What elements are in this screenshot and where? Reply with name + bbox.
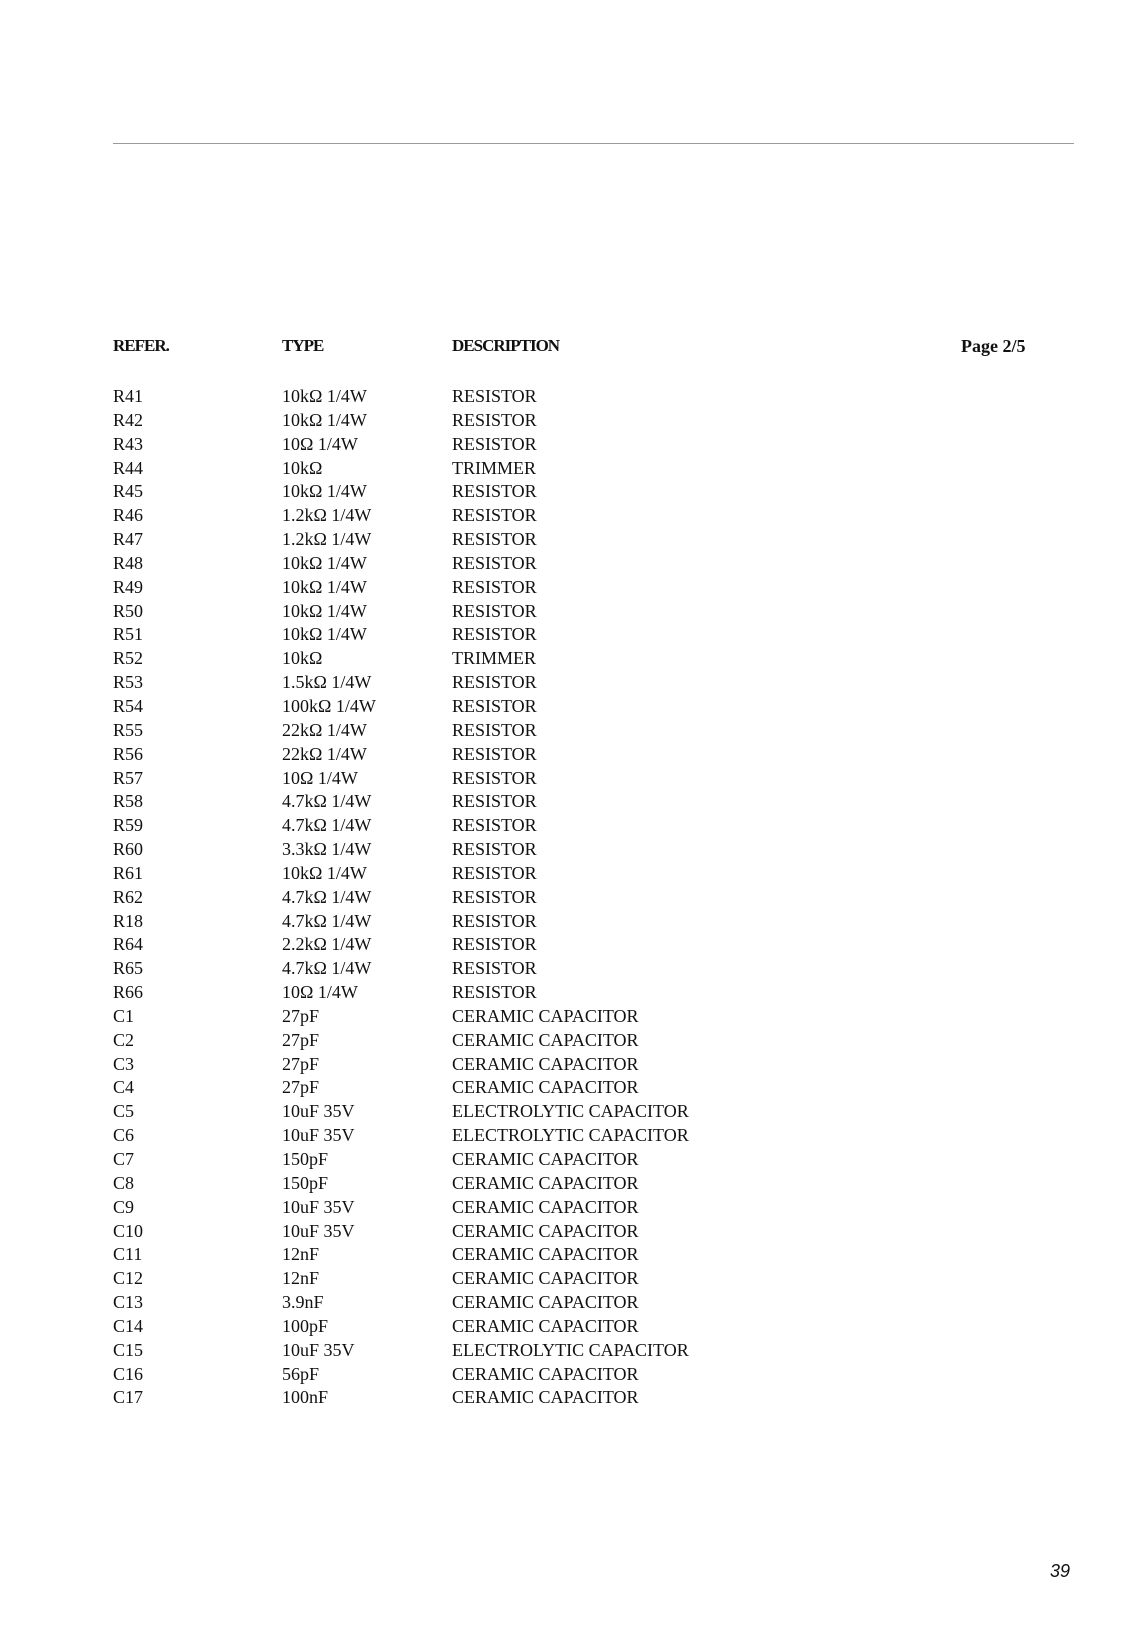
part-type: 10uF 35V <box>282 1125 355 1146</box>
part-type: 10kΩ 1/4W <box>282 481 367 502</box>
part-reference: R54 <box>113 695 144 716</box>
table-row <box>0 576 1127 600</box>
part-reference: R61 <box>113 862 144 883</box>
part-type: 100pF <box>282 1315 329 1336</box>
part-reference: C12 <box>113 1268 144 1289</box>
table-row <box>0 1267 1127 1291</box>
part-description: RESISTOR <box>452 481 537 502</box>
part-type: 10Ω 1/4W <box>282 433 358 454</box>
part-type: 150pF <box>282 1149 329 1169</box>
table-row <box>0 790 1127 814</box>
part-type: 3.3kΩ 1/4W <box>282 839 372 860</box>
part-reference: R50 <box>113 600 144 621</box>
column-header-description: DESCRIPTION <box>452 336 560 355</box>
part-reference: R52 <box>113 648 144 669</box>
part-type: 22kΩ 1/4W <box>282 719 367 740</box>
part-reference: R65 <box>113 958 144 979</box>
part-description: CERAMIC CAPACITOR <box>452 1268 639 1289</box>
column-header-refer: REFER. <box>113 336 169 355</box>
part-description: RESISTOR <box>452 910 537 931</box>
table-row <box>0 1053 1127 1077</box>
part-reference: C16 <box>113 1363 144 1384</box>
part-reference: R43 <box>113 433 144 454</box>
part-description: CERAMIC CAPACITOR <box>452 1292 639 1313</box>
part-type: 10kΩ 1/4W <box>282 862 367 883</box>
part-description: RESISTOR <box>452 433 537 454</box>
table-row <box>0 767 1127 791</box>
table-row <box>0 1148 1127 1172</box>
table-row <box>0 957 1127 981</box>
part-type: 22kΩ 1/4W <box>282 743 367 764</box>
part-reference: C4 <box>113 1077 135 1098</box>
part-type: 150pF <box>282 1172 329 1193</box>
part-reference: C6 <box>113 1125 135 1146</box>
table-row <box>0 647 1127 671</box>
part-reference: C3 <box>113 1053 135 1074</box>
table-row <box>0 1124 1127 1148</box>
part-reference: C14 <box>113 1315 144 1336</box>
table-row <box>0 528 1127 552</box>
part-type: 10kΩ 1/4W <box>282 624 367 645</box>
part-description: TRIMMER <box>452 648 537 669</box>
part-type: 10kΩ 1/4W <box>282 386 367 406</box>
part-description: CERAMIC CAPACITOR <box>452 1029 639 1050</box>
table-row <box>0 1339 1127 1363</box>
part-type: 10kΩ 1/4W <box>282 576 367 597</box>
part-type: 10kΩ 1/4W <box>282 552 367 573</box>
table-row <box>0 743 1127 767</box>
part-type: 10kΩ 1/4W <box>282 409 367 430</box>
table-row <box>0 695 1127 719</box>
top-divider <box>113 143 1074 144</box>
parts-list-header <box>0 336 1127 360</box>
part-reference: R59 <box>113 815 144 836</box>
part-description: CERAMIC CAPACITOR <box>452 1172 639 1193</box>
part-description: ELECTROLYTIC CAPACITOR <box>452 1125 689 1146</box>
part-description: RESISTOR <box>452 862 537 883</box>
part-description: CERAMIC CAPACITOR <box>452 1196 639 1217</box>
table-row <box>0 1076 1127 1100</box>
part-type: 12nF <box>282 1268 320 1289</box>
part-type: 4.7kΩ 1/4W <box>282 815 372 836</box>
part-type: 1.2kΩ 1/4W <box>282 505 372 526</box>
table-row <box>0 1386 1127 1410</box>
part-description: CERAMIC CAPACITOR <box>452 1363 639 1384</box>
part-type: 10uF 35V <box>282 1101 355 1122</box>
table-row <box>0 814 1127 838</box>
part-reference: R60 <box>113 839 144 860</box>
part-description: CERAMIC CAPACITOR <box>452 1077 639 1098</box>
table-row <box>0 719 1127 743</box>
part-reference: R45 <box>113 481 144 502</box>
part-description: RESISTOR <box>452 743 537 764</box>
part-type: 10kΩ <box>282 457 323 478</box>
part-type: 2.2kΩ 1/4W <box>282 934 372 955</box>
part-reference: R48 <box>113 552 144 573</box>
parts-list <box>0 385 1127 1410</box>
part-reference: C10 <box>113 1220 144 1241</box>
part-description: RESISTOR <box>452 672 537 693</box>
part-reference: R44 <box>113 457 144 478</box>
part-type: 10kΩ <box>282 648 323 669</box>
part-reference: R64 <box>113 934 144 955</box>
table-row <box>0 886 1127 910</box>
part-type: 10Ω 1/4W <box>282 767 358 788</box>
table-row <box>0 1029 1127 1053</box>
table-row <box>0 1005 1127 1029</box>
table-row <box>0 910 1127 934</box>
part-reference: R62 <box>113 886 144 907</box>
part-type: 4.7kΩ 1/4W <box>282 910 372 931</box>
part-type: 4.7kΩ 1/4W <box>282 958 372 979</box>
part-description: RESISTOR <box>452 958 537 979</box>
table-row <box>0 480 1127 504</box>
part-description: RESISTOR <box>452 600 537 621</box>
part-type: 10uF 35V <box>282 1339 355 1360</box>
table-row <box>0 1291 1127 1315</box>
part-reference: C15 <box>113 1339 144 1360</box>
part-reference: R47 <box>113 529 144 550</box>
table-row <box>0 1196 1127 1220</box>
table-row <box>0 981 1127 1005</box>
table-row <box>0 433 1127 457</box>
part-reference: R18 <box>113 910 144 931</box>
table-row <box>0 862 1127 886</box>
part-description: RESISTOR <box>452 529 537 550</box>
table-row <box>0 504 1127 528</box>
column-header-type: TYPE <box>282 336 324 355</box>
part-reference: R56 <box>113 743 144 764</box>
part-type: 10kΩ 1/4W <box>282 600 367 621</box>
part-reference: R51 <box>113 624 144 645</box>
table-row <box>0 933 1127 957</box>
part-description: RESISTOR <box>452 409 537 430</box>
part-description: RESISTOR <box>452 982 537 1003</box>
part-reference: C17 <box>113 1387 144 1408</box>
part-description: RESISTOR <box>452 624 537 645</box>
part-reference: R49 <box>113 576 144 597</box>
part-type: 4.7kΩ 1/4W <box>282 886 372 907</box>
part-description: RESISTOR <box>452 576 537 597</box>
table-row <box>0 1243 1127 1267</box>
part-reference: R53 <box>113 672 144 693</box>
table-row <box>0 671 1127 695</box>
part-type: 10uF 35V <box>282 1220 355 1241</box>
part-reference: R57 <box>113 767 144 788</box>
part-description: CERAMIC CAPACITOR <box>452 1220 639 1241</box>
part-description: RESISTOR <box>452 839 537 860</box>
part-reference: R46 <box>113 505 144 526</box>
part-description: RESISTOR <box>452 934 537 955</box>
part-description: CERAMIC CAPACITOR <box>452 1005 639 1026</box>
part-description: CERAMIC CAPACITOR <box>452 1053 639 1074</box>
table-row <box>0 1220 1127 1244</box>
part-reference: C9 <box>113 1196 135 1217</box>
part-description: CERAMIC CAPACITOR <box>452 1387 639 1408</box>
part-type: 27pF <box>282 1029 320 1050</box>
part-reference: R55 <box>113 719 144 740</box>
table-row <box>0 457 1127 481</box>
part-description: CERAMIC CAPACITOR <box>452 1315 639 1336</box>
table-row <box>0 552 1127 576</box>
part-type: 12nF <box>282 1244 320 1265</box>
part-reference: R41 <box>113 386 144 406</box>
part-description: RESISTOR <box>452 791 537 812</box>
part-reference: C8 <box>113 1172 135 1193</box>
part-type: 1.5kΩ 1/4W <box>282 672 372 693</box>
table-row <box>0 838 1127 862</box>
part-type: 4.7kΩ 1/4W <box>282 791 372 812</box>
part-type: 3.9nF <box>282 1292 324 1313</box>
part-description: RESISTOR <box>452 886 537 907</box>
table-row <box>0 623 1127 647</box>
table-row <box>0 1363 1127 1387</box>
part-reference: C5 <box>113 1101 135 1122</box>
part-reference: C11 <box>113 1244 143 1265</box>
part-description: CERAMIC CAPACITOR <box>452 1244 639 1265</box>
part-type: 100nF <box>282 1387 329 1408</box>
part-reference: R42 <box>113 409 144 430</box>
part-description: ELECTROLYTIC CAPACITOR <box>452 1101 689 1122</box>
table-row <box>0 409 1127 433</box>
part-description: ELECTROLYTIC CAPACITOR <box>452 1339 689 1360</box>
part-type: 10Ω 1/4W <box>282 982 358 1003</box>
part-description: CERAMIC CAPACITOR <box>452 1149 639 1169</box>
table-row <box>0 600 1127 624</box>
part-type: 1.2kΩ 1/4W <box>282 529 372 550</box>
table-row <box>0 1100 1127 1124</box>
part-reference: C2 <box>113 1029 135 1050</box>
part-description: RESISTOR <box>452 719 537 740</box>
part-description: RESISTOR <box>452 505 537 526</box>
part-type: 10uF 35V <box>282 1196 355 1217</box>
part-description: RESISTOR <box>452 386 537 406</box>
part-reference: C13 <box>113 1292 144 1313</box>
part-description: RESISTOR <box>452 815 537 836</box>
page-number: 39 <box>1050 1561 1071 1581</box>
part-reference: R58 <box>113 791 144 812</box>
part-type: 27pF <box>282 1053 320 1074</box>
part-type: 100kΩ 1/4W <box>282 695 376 716</box>
part-description: TRIMMER <box>452 457 537 478</box>
part-description: RESISTOR <box>452 767 537 788</box>
part-description: RESISTOR <box>452 552 537 573</box>
part-reference: R66 <box>113 982 144 1003</box>
part-type: 27pF <box>282 1005 320 1026</box>
part-reference: C7 <box>113 1149 135 1169</box>
table-row <box>0 385 1127 409</box>
part-type: 27pF <box>282 1077 320 1098</box>
table-row <box>0 1172 1127 1196</box>
part-reference: C1 <box>113 1005 135 1026</box>
part-type: 56pF <box>282 1363 320 1384</box>
part-description: RESISTOR <box>452 695 537 716</box>
page-indicator: Page 2/5 <box>961 336 1026 356</box>
table-row <box>0 1315 1127 1339</box>
